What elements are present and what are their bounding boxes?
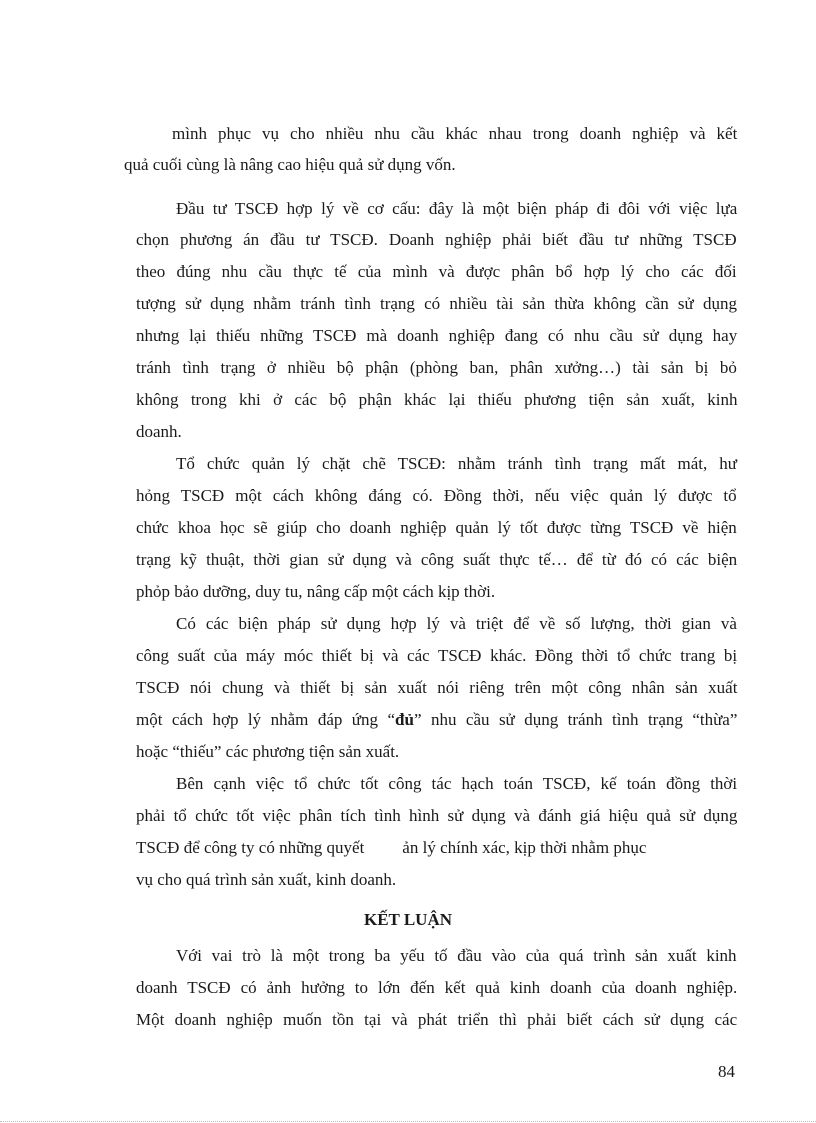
text-line: mình phục vụ cho nhiều nhu cầu khác nhau trong doanh nghiệp và kết [172, 124, 738, 143]
text-line: phỏp bảo dưỡng, duy tu, nâng cấp một cách kịp thời. [136, 582, 496, 601]
text-segment: ản lý chính xác, kịp thời nhằm phục [402, 838, 647, 857]
text-line: tránh tình trạng ở nhiều bộ phận (phòng ban, phân xưởng…) tài sản bị bỏ [136, 358, 737, 377]
text-line: trạng kỹ thuật, thời gian sử dụng và công suất thực tế… để từ đó có các biện [136, 550, 738, 569]
text-line [136, 838, 646, 858]
text-line: Tổ chức quản lý chặt chẽ TSCĐ: nhằm tránh tình trạng mất mát, hư [176, 454, 738, 473]
text-line: hỏng TSCĐ một cách không đáng có. Đồng thời, nếu việc quản lý được tổ [136, 486, 737, 505]
text-line: doanh. [136, 422, 182, 441]
text-line: quả cuối cùng là nâng cao hiệu quả sử dụng vốn. [124, 155, 456, 174]
text-line [136, 710, 737, 730]
page-number: 84 [718, 1062, 735, 1081]
text-segment: một cách hợp lý nhằm đáp ứng “ [136, 710, 396, 729]
text-line: hoặc “thiếu” các phương tiện sản xuất. [136, 742, 400, 761]
text-line: Đầu tư TSCĐ hợp lý về cơ cấu: đây là một biện pháp đi đôi với việc lựa [176, 199, 738, 218]
text-line: công suất của máy móc thiết bị và các TSCĐ khác. Đồng thời tổ chức trang bị [136, 646, 738, 665]
text-segment: TSCĐ để công ty có những quyết [136, 838, 365, 857]
text-line: tượng sử dụng nhằm tránh tình trạng có nhiều tài sản thừa không cần sử dụng [136, 294, 737, 313]
text-line: Bên cạnh việc tổ chức tốt công tác hạch toán TSCĐ, kế toán đồng thời [176, 774, 738, 793]
text-line: chức khoa học sẽ giúp cho doanh nghiệp quản lý tốt được từng TSCĐ về hiện [136, 518, 737, 537]
text-line: Một doanh nghiệp muốn tồn tại và phát triển thì phải biết cách sử dụng các [136, 1010, 738, 1029]
text-line: theo đúng nhu cầu thực tế của mình và được phân bổ hợp lý cho các đối [136, 262, 737, 281]
text-line: TSCĐ nói chung và thiết bị sản xuất nói riêng trên một công nhân sản xuất [136, 678, 738, 697]
text-line: Với vai trò là một trong ba yếu tố đầu vào của quá trình sản xuất kinh [176, 946, 737, 965]
page-bottom-rule [0, 1121, 816, 1122]
text-line: vụ cho quá trình sản xuất, kinh doanh. [136, 870, 397, 889]
text-line: Có các biện pháp sử dụng hợp lý và triệt để về số lượng, thời gian và [176, 614, 737, 633]
section-heading: KẾT LUẬN [363, 910, 452, 929]
text-line: chọn phương án đầu tư TSCĐ. Doanh nghiệp phải biết đầu tư những TSCĐ [136, 230, 737, 249]
emphasis-text: đủ [395, 710, 414, 729]
text-line: nhưng lại thiếu những TSCĐ mà doanh nghiệp đang có nhu cầu sử dụng hay [136, 326, 738, 345]
text-line: phải tổ chức tốt việc phân tích tình hình sử dụng và đánh giá hiệu quả sử dụng [136, 806, 738, 825]
text-line: không trong khi ở các bộ phận khác lại thiếu phương tiện sản xuất, kinh [136, 390, 738, 409]
text-line: doanh TSCĐ có ảnh hưởng to lớn đến kết quả kinh doanh của doanh nghiệp. [136, 978, 738, 997]
text-segment: ” nhu cầu sử dụng tránh tình trạng “thừa” [413, 710, 738, 729]
